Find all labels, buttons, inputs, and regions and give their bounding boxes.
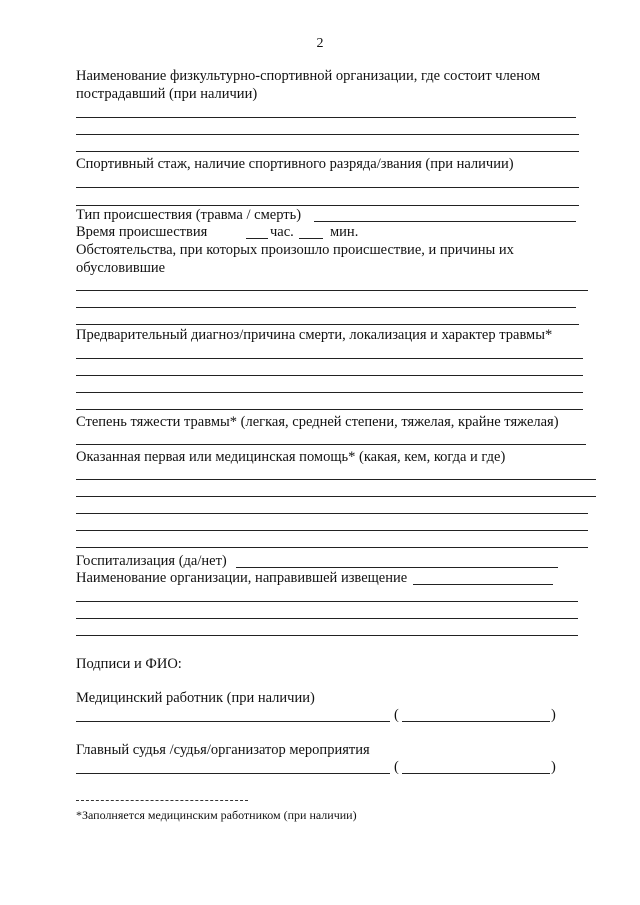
medic-name-field[interactable] [402,721,550,722]
org-name-line-1[interactable] [76,117,576,118]
aid-line-4[interactable] [76,530,588,531]
severity-line[interactable] [76,444,586,445]
aid-line-5[interactable] [76,547,588,548]
notifying-org-line-3[interactable] [76,635,578,636]
incident-minutes-field[interactable] [299,238,323,239]
hours-unit: час. [270,224,294,240]
judge-name-open-paren: ( [394,759,399,775]
org-name-line-2[interactable] [76,134,579,135]
medic-name-close-paren: ) [551,707,556,723]
signatures-heading: Подписи и ФИО: [76,656,182,672]
diagnosis-line-4[interactable] [76,409,583,410]
aid-line-2[interactable] [76,496,596,497]
judge-label: Главный судья /судья/организатор мероприятия [76,742,370,758]
judge-signature-field[interactable] [76,773,390,774]
aid-label: Оказанная первая или медицинская помощь* (какая, кем, когда и где) [76,449,506,465]
diagnosis-line-3[interactable] [76,392,583,393]
footnote-separator [76,800,248,801]
incident-type-label: Тип происшествия (травма / смерть) [76,207,302,223]
org-name-label: Наименование физкультурно-спортивной организации, где состоит членом [76,68,541,84]
incident-hours-field[interactable] [246,238,268,239]
incident-time-label: Время происшествия [76,224,208,240]
notifying-org-label: Наименование организации, направившей извещение [76,570,408,586]
judge-name-close-paren: ) [551,759,556,775]
aid-line-3[interactable] [76,513,588,514]
circumstances-line-2[interactable] [76,307,576,308]
medic-signature-field[interactable] [76,721,390,722]
notifying-org-line-1[interactable] [76,601,578,602]
judge-name-field[interactable] [402,773,550,774]
org-name-line-3[interactable] [76,151,579,152]
medic-name-open-paren: ( [394,707,399,723]
medic-label: Медицинский работник (при наличии) [76,690,315,706]
sport-experience-label: Спортивный стаж, наличие спортивного разряда/звания (при наличии) [76,156,514,172]
hospitalization-label: Госпитализация (да/нет) [76,553,227,569]
org-name-label-cont: пострадавший (при наличии) [76,86,258,102]
circumstances-label-cont: обусловившие [76,260,166,276]
minutes-unit: мин. [330,224,359,240]
notifying-org-line-2[interactable] [76,618,578,619]
sport-experience-line-2[interactable] [76,205,579,206]
diagnosis-line-2[interactable] [76,375,583,376]
incident-type-field[interactable] [314,221,576,222]
circumstances-label: Обстоятельства, при которых произошло происшествие, и причины их [76,242,514,258]
severity-label: Степень тяжести травмы* (легкая, средней степени, тяжелая, крайне тяжелая) [76,414,559,430]
circumstances-line-1[interactable] [76,290,588,291]
page-number: 2 [316,36,324,51]
footnote: *Заполняется медицинским работником (при наличии) [76,808,357,822]
circumstances-line-3[interactable] [76,324,579,325]
diagnosis-label: Предварительный диагноз/причина смерти, локализация и характер травмы* [76,327,553,343]
sport-experience-line-1[interactable] [76,187,579,188]
notifying-org-field[interactable] [413,584,553,585]
hospitalization-field[interactable] [236,567,558,568]
aid-line-1[interactable] [76,479,596,480]
diagnosis-line-1[interactable] [76,358,583,359]
